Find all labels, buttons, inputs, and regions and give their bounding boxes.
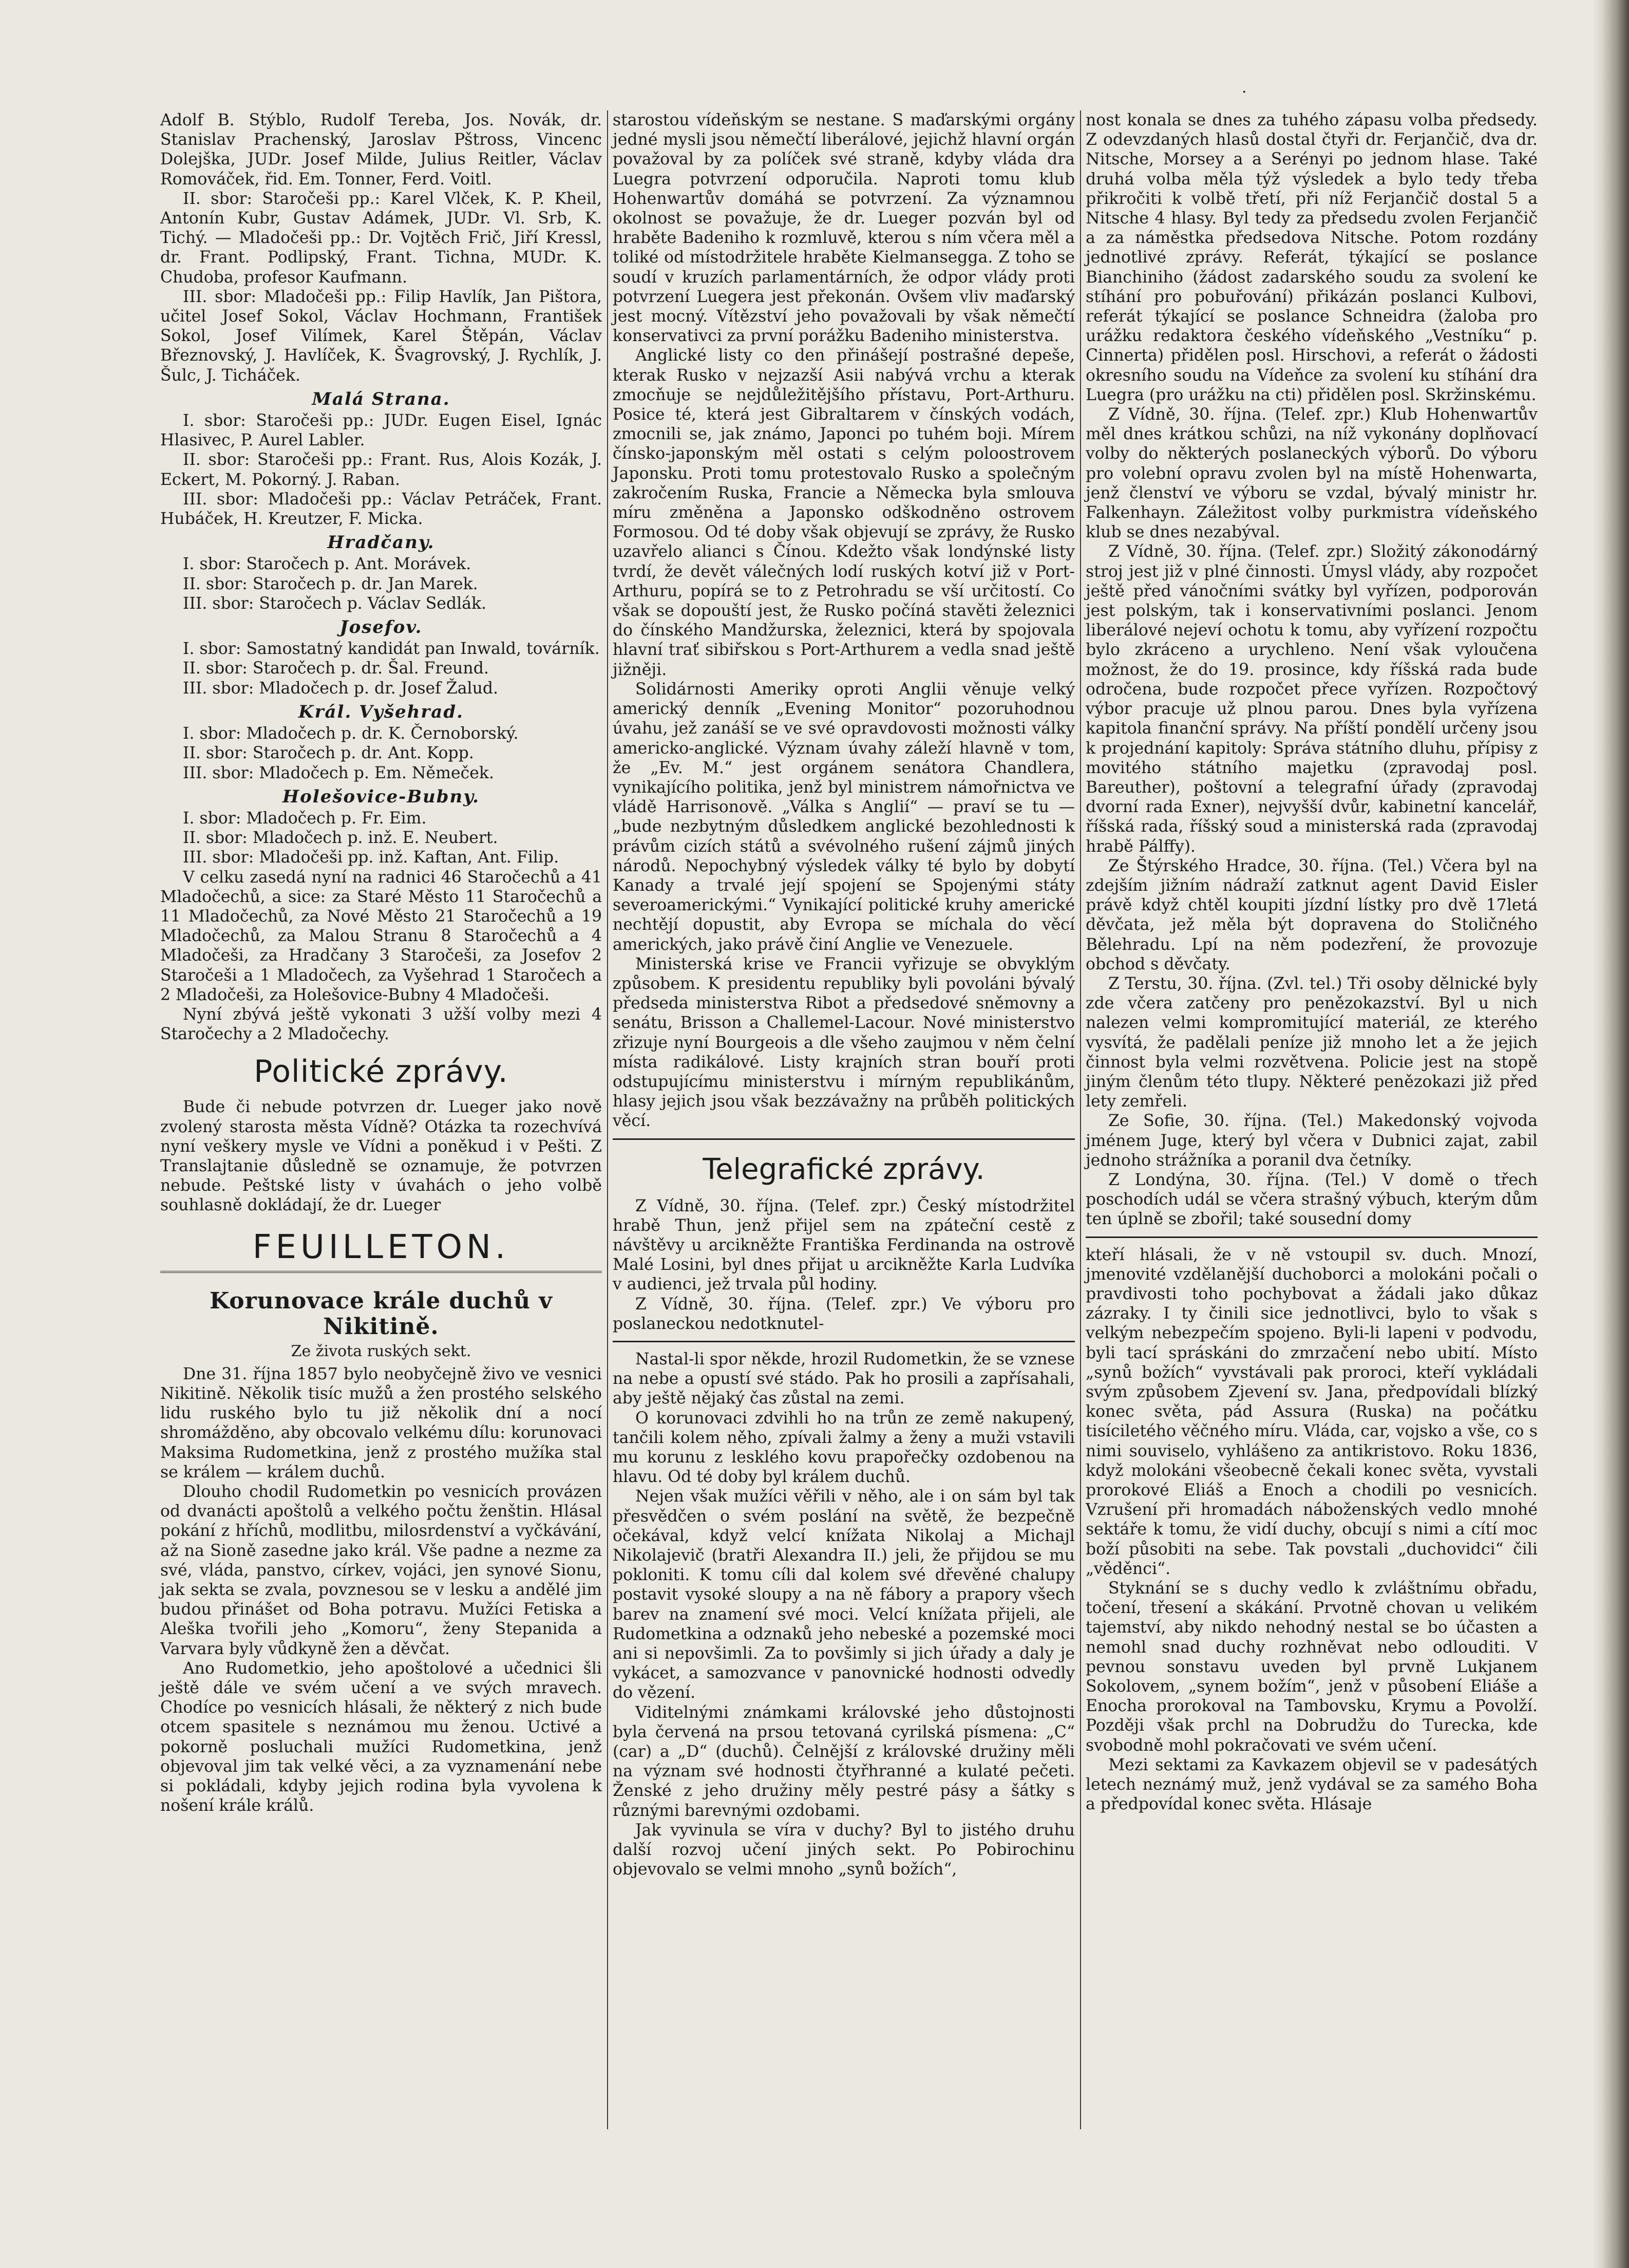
separator-rule	[613, 1341, 1075, 1342]
paragraph: III. sbor: Mladočech p. dr. Josef Žalud.	[183, 679, 499, 698]
paragraph: Solidárnosti Ameriky oproti Anglii věnuje velký americký denník „Evening Monitor“ pozoruhodnou úvahu, jež zanáší se ve své opravdovosti možnosti války americko-anglické. Význam úvahy záleží hlavně v tom, že „Ev. M.“ jest orgánem senátora Chandlera, vynikajícího politika, jenž byl ministrem námořnictva ve vládě Harrisonově. „Válka s Anglií“ — praví se tu — „bude nezbytným důsledkem anglické bezohlednosti k právům cizích států a svévolného rušení zájmů jiných národů. Nepochybný výsledek války té bylo by dobytí Kanady a trvalé její spojení se Spojenými státy severoamerickými.“ Vynikající politické kruhy americké nechtějí dopustit, aby Evropa se míchala do věcí amerických, jako právě činí Anglie ve Venezuele.	[613, 680, 1075, 954]
paragraph: III. sbor: Mladočeši pp. inž. Kaftan, Ant. Filip.	[183, 848, 559, 867]
column-right	[1086, 110, 1538, 1814]
politics-heading: Politické zprávy.	[254, 1054, 508, 1090]
paragraph: starostou vídeňským se nestane. S maďarskými orgány jedné mysli jsou němečtí liberálové, jejichž hlavní orgán považoval by za políček své straně, kdyby vláda dra Luegra potvrzení odporučila. Naproti tomu klub Hohenwartův domáhá se potvrzení. Za významnou okolnost se považuje, že dr. Lueger pozván byl od hraběte Badeniho k rozmluvě, kterou s ním včera měl a toliké od místodržitele hraběte Kielmansegga. Z toho se soudí v kruzích parlamentárních, že odpor vlády proti potvrzení Luegera jest překonán. Ovšem vliv maďarský jest mocný. Vítězství jeho považovali by však němečtí konservativci za první porážku Badeniho ministerstva.	[613, 111, 1075, 346]
paragraph: Nyní zbývá ještě vykonati 3 užší volby mezi 4 Staročechy a 2 Mladočechy.	[160, 1005, 602, 1044]
paragraph: O korunovaci zdvihli ho na trůn ze země nakupený, tančili kolem něho, zpívali žalmy a ženy a muži vstavili mu korunu z lesklého kovu prapořečky ozdobenou na hlavu. Od té doby byl králem duchů.	[613, 1409, 1075, 1487]
paragraph: III. sbor: Mladočech p. Em. Němeček.	[183, 763, 494, 782]
paragraph: I. sbor: Mladočech p. Fr. Eim.	[183, 809, 427, 828]
paragraph: II. sbor: Staročech p. dr. Ant. Kopp.	[183, 744, 474, 763]
page-edge-shadow	[1592, 0, 1602, 2268]
paragraph: II. sbor: Staročech p. dr. Šal. Freund.	[183, 659, 489, 678]
paragraph: Z Vídně, 30. října. (Telef. zpr.) Český místodržitel hrabě Thun, jenž přijel sem na zpáteční cestě z návštěvy u arcikněžte Františka Ferdinanda na ostrově Malé Losini, byl dnes přijat u arcikněžte Karla Ludvíka v audienci, jež trvala půl hodiny.	[613, 1196, 1075, 1294]
paragraph: I. sbor: Staročech p. Ant. Morávek.	[183, 555, 471, 574]
paragraph: Z Vídně, 30. října. (Telef. zpr.) Klub Hohenwartův měl dnes krátkou schůzi, na níž vykonány doplňovací volby do některých poslaneckých výborů. Do výboru pro volební opravu zvolen byl na místě Hohenwarta, jenž členství ve výboru se vzdal, bývalý ministr hr. Falkenhayn. Záležitost volby purkmistra vídeňského klub se dnes nezabýval.	[1086, 405, 1538, 542]
print-speck: ·	[1242, 83, 1247, 101]
paragraph: Z Vídně, 30. října. (Telef. zpr.) Složitý zákonodárný stroj jest již v plné činnosti. Úmysl vlády, aby rozpočet ještě před vánočními svátky byl vyřízen, podporován jest polským, tak i konservativními poslanci. Jenom liberálové nejeví ochotu k tomu, aby vyřízení rozpočtu bylo zkráceno a urychleno. Není však vyloučena možnost, že do 19. prosince, kdy říšská rada bude odročena, bude rozpočet přece vyřízen. Rozpočtový výbor pracuje už plnou parou. Dnes byla vyřízena kapitola finanční správy. Na příští pondělí určeny jsou k projednání kapitoly: Správa státního dluhu, přípisy z movitého státního majetku (zpravodaj posl. Bareuther), poštovní a telegrafní úřady (zpravodaj dvorní rada Exner), nejvyšší dvůr, kabinetní kancelář, říšská rada, říšský soud a ministerská rada (zpravodaj hrabě Pálffy).	[1086, 542, 1538, 856]
paragraph: Z Londýna, 30. října. (Tel.) V domě o třech poschodích udál se včera strašný výbuch, kterým dům ten úplně se zbořil; také sousední domy	[1086, 1170, 1538, 1229]
paragraph: III. sbor: Mladočeši pp.: Filip Havlík, Jan Pištora, učitel Josef Sokol, Václav Hochmann, František Sokol, Josef Vilímek, Karel Štěpán, Václav Březnovský, J. Havlíček, K. Švagrovský, J. Rychlík, J. Šulc, J. Ticháček.	[160, 287, 602, 385]
paragraph: II. sbor: Staročeši pp.: Karel Vlček, K. P. Kheil, Antonín Kubr, Gustav Adámek, JUDr. Vl. Srb, K. Tichý. — Mladočeši pp.: Dr. Vojtěch Frič, Jiří Kressl, dr. Frant. Podlipský, Frant. Tichna, MUDr. K. Chudoba, profesor Kaufmann.	[160, 189, 602, 287]
paragraph: Nastal-li spor někde, hrozil Rudometkin, že se vznese na nebe a opustí své stádo. Pak ho prosili a zapřísahali, aby ještě nějaký čas zůstal na zemi.	[613, 1349, 1075, 1408]
section-heading: Hradčany.	[327, 532, 435, 553]
paragraph: Ano Rudometkio, jeho apoštolové a učednici šli ještě dále ve svém učení a ve svých mravech. Chodíce po vesnicích hlásali, že některý z nich bude otcem spasitele s neznámou mu ženou. Uctivé a pokorně posluchali mužíci Rudometkina, jenž objevoval jim tak velké věci, a za vyznamenání nebe si pokládali, kdyby jejich rodina byla vyvolena k nošení krále králů.	[160, 1659, 602, 1815]
paragraph: kteří hlásali, že v ně vstoupil sv. duch. Mnozí, jmenovité vzdělanější duchoborci a molokáni počali o pravdivosti toho pochybovat a žádali jako důkaz zázraky. I ty činili sice jednotlivci, bylo to však s velkým nebezpečím spojeno. Byli-li lapeni v podvodu, byli tací spráskáni do zmrzačení nebo ubití. Místo „synů božích“ vyvstávali pak proroci, kteří vykládali svým způsobem Zjevení sv. Jana, předpovídali blízký konec světa, pád Assura (Ruska) na počátku tisíciletého věčného míru. Vláda, car, vojsko a vše, co s nimi souviselo, vyhlášeno za antikristovo. Roku 1836, když molokáni všeobecně čekali konec světa, vyvstali prorokové Eliáš a Enoch a chodili po vesnicích. Vzrušení při hromadách náboženských vedlo mnohé sektáře k tomu, že vidí duchy, obcují s nimi a cítí moc boží působiti na sebe. Tak povstali „duchovidci“ čili „věděnci“.	[1086, 1245, 1538, 1578]
paragraph: Mezi sektami za Kavkazem objevil se v padesátých letech neznámý muž, jenž vydával se za samého Boha a předpovídal konec světa. Hlásaje	[1086, 1755, 1538, 1814]
column-rule-2	[1080, 110, 1081, 2129]
story-title: Korunovace krále duchů v Nikitině.	[210, 1287, 553, 1340]
paragraph: Nejen však mužíci věřili v něho, ale i on sám byl tak přesvědčen o svém poslání na světě, že bezpečně očekával, když velcí knížata Nikolaj a Michajl Nikolajevič (bratři Alexandra II.) jeli, že přijdou se mu pokloniti. K tomu cíli dal kolem své dřevěné chalupy postavit vysoké sloupy a na ně fábory a prapory všech barev na znamení své moci. Velcí knížata přijeli, ale Rudometkina a odznaků jeho nebeské a pozemské moci ani si nepovšimli. Za to povšimly si jich úřady a daly je vykácet, a samozvance v panovnické hodnosti odvedly do vězení.	[613, 1487, 1075, 1702]
paragraph: Ministerská krise ve Francii vyřizuje se obvyklým způsobem. K presidentu republiky byli povoláni bývalý předseda ministerstva Ribot a předsedové sněmovny a senátu, Brisson a Challemel-Lacour. Nové ministerstvo zřizuje nyní Bourgeois a dle všeho zaujmou v něm čelní místa radikálové. Listy krajních stran bouří proti odstupujícímu ministerstvu i mírným republikánům, hlasy jejich jsou však bezzávažny na průběh politických věcí.	[613, 954, 1075, 1131]
paragraph: Z Vídně, 30. října. (Telef. zpr.) Ve výboru pro poslaneckou nedotknutel-	[613, 1295, 1075, 1333]
story-subtitle: Ze života ruských sekt.	[291, 1342, 471, 1360]
section-heading: Holešovice-Bubny.	[282, 786, 480, 807]
paragraph: Bude či nebude potvrzen dr. Lueger jako nově zvolený starosta města Vídně? Otázka ta rozechvívá nyní veškery mysle ve Vídni a poněkud i v Pešti. Z Translajtanie důsledně se oznamuje, že potvrzen nebude. Peštské listy v úvahách o jeho volbě souhlasně dokládají, že dr. Lueger	[160, 1098, 602, 1215]
paragraph: V celku zasedá nyní na radnici 46 Staročechů a 41 Mladočechů, a sice: za Staré Město 11 Staročechů a 11 Mladočechů, za Nové Město 21 Staročechů a 19 Mladočechů, za Malou Stranu 8 Staročechů a 4 Mladočeši, za Hradčany 3 Staročeši, za Josefov 2 Staročeši a 1 Mladočech, za Vyšehrad 1 Staročech a 2 Mladočeši, za Holešovice-Bubny 4 Mladočeši.	[160, 868, 602, 1004]
paragraph: I. sbor: Mladočech p. dr. K. Černoborský.	[183, 724, 519, 743]
section-heading: Král. Vyšehrad.	[298, 701, 464, 722]
separator-rule	[613, 1138, 1075, 1140]
paragraph: Ze Sofie, 30. října. (Tel.) Makedonský vojvoda jménem Juge, který byl včera v Dubnici zajat, zabil jednoho strážníka a poranil dva četníky.	[1086, 1112, 1538, 1170]
paragraph: Z Terstu, 30. října. (Zvl. tel.) Tři osoby dělnické byly zde včera zatčeny pro penězokazství. Byl u nich nalezen velmi kompromitující materiál, ze kterého vysvítá, že padělali peníze již mnoho let a že jejich činnost byla velmi rozvětvena. Policie jest na stopě jiným členům této tlupy. Některé penězokazi již před lety zemřeli.	[1086, 974, 1538, 1111]
page-edge	[1602, 0, 1629, 2268]
paragraph: Jak vyvinula se víra v duchy? Byl to jistého druhu další rozvoj učení jiných sekt. Po Pobirochinu objevovalo se velmi mnoho „synů božích“,	[613, 1821, 1075, 1879]
feuilleton-heading: FEUILLETON.	[160, 1224, 602, 1273]
paragraph: Dne 31. října 1857 bylo neobyčejně živo ve vesnici Nikitině. Několik tisíc mužů a žen prostého selského lidu ruského bylo tu již několik dní a nocí shromážděno, aby obcovalo velkému dílu: korunovaci Maksima Rudometkina, jenž z prostého mužíka stal se králem — králem duchů.	[160, 1364, 602, 1482]
paragraph: Dlouho chodil Rudometkin po vesnicích provázen od dvanácti apoštolů a velkého počtu ženštin. Hlásal pokání z hříchů, modlitbu, milosrdenství a vyčkávání, až na Sioně zasedne jako král. Vše padne a nezme za své, vláda, panstvo, církev, vojáci, jen synové Sionu, jak sekta se zvala, povznesou se v lesku a andělé jim budou přinášet od Boha potravu. Mužíci Fetiska a Aleška tvořili jeho „Komoru“, ženy Stepanida a Varvara byly vůdkyně žen a děvčat.	[160, 1482, 602, 1658]
telegraph-heading: Telegrafické zprávy.	[703, 1152, 985, 1186]
column-middle	[613, 110, 1075, 1879]
paragraph: I. sbor: Samostatný kandidát pan Inwald, továrník.	[183, 640, 600, 659]
paragraph: II. sbor: Staročeši pp.: Frant. Rus, Alois Kozák, J. Eckert, M. Pokorný. J. Raban.	[160, 451, 602, 489]
paragraph: II. sbor: Staročech p. dr. Jan Marek.	[183, 574, 478, 593]
paragraph: I. sbor: Staročeši pp.: JUDr. Eugen Eisel, Ignác Hlasivec, P. Aurel Labler.	[160, 411, 602, 450]
paragraph: Anglické listy co den přinášejí postrašné depeše, kterak Rusko v nejzazší Asii nabývá vrchu a kterak zmocňuje se nejdůležitějšího přístavu, Port-Arthuru. Posice té, která jest Gibraltarem v čínských vodách, zmocnili se, jak známo, Japonci po tuhém boji. Mírem čínsko-japonským měl ostati s celým poloostrovem Japonsku. Proti tomu protestovalo Rusko a společným zakročením Ruska, Francie a Německa byla smlouva míru změněna a Japonsko odškodněno ostrovem Formosou. Od té doby však objevují se zprávy, že Rusko uzavřelo alianci s Čínou. Kdežto však londýnské listy tvrdí, že devět válečných lodí ruských kotví již v Port-Arthuru, popírá se to z Petrohradu se vší určitostí. Co však se dopouští jest, že Rusko počíná stavěti železnici do čínského Mandžurska, železnici, která by spojovala hlavní trať sibiřskou s Port-Arthurem a vedla snad ještě jižněji.	[613, 346, 1075, 679]
column-left	[160, 110, 602, 1815]
paragraph: III. sbor: Mladočeši pp.: Václav Petráček, Frant. Hubáček, H. Kreutzer, F. Micka.	[160, 490, 602, 529]
paragraph: Styknání se s duchy vedlo k zvláštnímu obřadu, točení, třesení a skákání. Prvotně chovan u velikém tajemství, aby nikdo nehodný nestal se bo účasten a nemohl snad duchy rozhněvat nebo odlouditi. V pevnou sonstavu uveden byl prvně Lukjanem Sokolovem, „synem božím“, jenž v působení Eliáše a Enocha prorokoval na Tambovsku, Krymu a Povolží. Později však prchl na Dobrudžu do Turecka, kde svobodně mohl pokračovati ve svém učení.	[1086, 1579, 1538, 1755]
paragraph: Ze Štýrského Hradce, 30. října. (Tel.) Včera byl na zdejším jižním nádraží zatknut agent David Eisler právě když chtěl koupiti jízdní lístky pro dvě 17letá děvčata, jež měla být dopravena do Stoličného Bělehradu. Lpí na něm podezření, že provozuje obchod s děvčaty.	[1086, 856, 1538, 973]
paragraph: nost konala se dnes za tuhého zápasu volba předsedy. Z odevzdaných hlasů dostal čtyři dr. Ferjančič, dva dr. Nitsche, Morsey a a Serényi po jednom hlase. Také druhá volba měla týž výsledek a bylo tedy třeba přikročiti k volbě třetí, při níž Ferjančič dostal 5 a Nitsche 4 hlasy. Byl tedy za předsedu zvolen Ferjančič a za náměstka předsedova Nitsche. Potom rozdány jednotlivé zprávy. Referát, týkající se poslance Bianchiniho (žádost zadarského soudu za svolení ke stíhání pro pobuřování) přikázán poslanci Kulbovi, referát týkající se poslance Schneidra (žaloba pro urážku redaktora českého vídeňského „Vestníku“ p. Cinnerta) přidělen posl. Hirschovi, a referát o žádosti okresního soudu na Vídeňce za svolení ku stíhání dra Luegra (pro urážku na cti) přidělen posl. Skržinskému.	[1086, 111, 1538, 404]
paragraph: III. sbor: Staročech p. Václav Sedlák.	[183, 594, 487, 613]
section-heading: Malá Strana.	[312, 388, 450, 409]
separator-rule	[1086, 1236, 1538, 1238]
paragraph: Viditelnými známkami královské jeho důstojnosti byla červená na prsou tetovaná cyrilská písmena: „C“ (car) a „D“ (duchů). Čelnější z královské družiny měli na význam své hodnosti čtyřhranné a kulaté pečeti. Ženské z jeho družiny měly pestré pásy a šátky s různými barevnými ozdobami.	[613, 1703, 1075, 1820]
column-rule-1	[607, 110, 608, 2129]
paragraph: Adolf B. Stýblo, Rudolf Tereba, Jos. Novák, dr. Stanislav Prachenský, Jaroslav Pštross, Vincenc Dolejška, JUDr. Josef Milde, Julius Reitler, Václav Romováček, řid. Em. Tonner, Ferd. Voitl.	[160, 111, 602, 189]
paragraph: II. sbor: Mladočech p. inž. E. Neubert.	[183, 829, 498, 848]
section-heading: Josefov.	[339, 617, 423, 638]
